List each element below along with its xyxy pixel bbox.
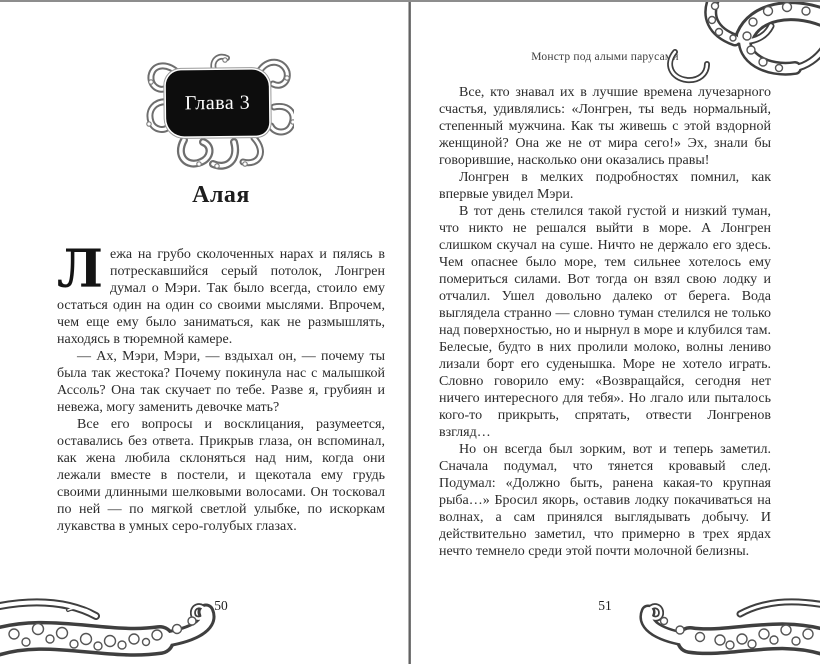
paragraph: Все, кто знавал их в лучшие времена лучезарного счастья, удивлялись: «Лонгрен, ты ведь нормальный, степенный мужчина. Как ты живешь с этой вздорной женщиной? Она же не от мира сего!» Эх, знали бы говорившие, насколько они оказались правы!	[439, 85, 771, 168]
paragraph	[57, 239, 385, 348]
page-gutter	[408, 2, 411, 664]
paragraph: Лонгрен в мелких подробностях помнил, как впервые увидел Мэри.	[439, 170, 771, 202]
paragraph: Но он всегда был зорким, вот и теперь заметил. Сначала подумал, что тянется кровавый след. Подумал: «Должно быть, ранена какая-то крупная рыба…» Бросил якорь, оставив лодку покачиваться на волнах, а сам принялся выглядывать добычу. И действительно заметил, что примерно в трех ярдах нечто темнело среди этой почти молочной белизны.	[439, 442, 771, 559]
chapter-title: Алая	[192, 182, 250, 208]
paragraph: Все его вопросы и восклицания, разумеется, оставались без ответа. Прикрыв глаза, он вспоминал, как жена любила склоняться над ним, когда они лежали вместе в постели, и щекотала ему грудь своими длинными шелковыми волосами. Он тосковал по ней — по мягкой светлой улыбке, по искоркам лукавства в умных серо-голубых глазах.	[57, 417, 385, 534]
dropcap-letter: Л	[57, 239, 103, 300]
paragraph: — Ах, Мэри, Мэри, — вздыхал он, — почему ты была так жестока? Почему покинула нас с малышкой Ассоль? Она так скучает по тебе. Разве я, грубиян и невежа, могу заменить девочке мать?	[57, 349, 385, 415]
chapter-ornament	[139, 52, 294, 170]
octopus-tentacle-top-right-icon	[655, 0, 820, 135]
right-body-text	[439, 84, 771, 560]
page-number-right: 51	[598, 598, 612, 613]
page-number-left: 50	[214, 598, 228, 613]
chapter-label: Глава 3	[184, 91, 251, 114]
left-body-text	[57, 239, 385, 535]
chapter-plaque	[166, 69, 270, 136]
page-right	[411, 2, 820, 664]
paragraph-text: ежа на грубо сколоченных нарах и пялясь в потрескавшийся серый потолок, Лонгрен думал о Мэри. Так было всегда, стоило ему остаться один на один со своими мыслями. Впрочем, чем еще ему было заниматься, как не размышлять, находясь в тюремной камере.	[57, 247, 385, 347]
running-header: Монстр под алыми парусами	[531, 51, 679, 63]
paragraph: В тот день стелился такой густой и низкий туман, что никто не решался выйти в море. А Лонгрен слишком скучал на суше. Ничто не держало его здесь. Чем опаснее было море, тем сильнее хотелось ему помериться силами. Вот тогда он взял свою лодку и отчалил. Ушел довольно далеко от берега. Вода выглядела странно — словно туман стелился не только над поверхностью, но и нырнул в море и клубился там. Белесые, будто в них пролили молоко, волны лениво лизали борт его суденышка. Море не хотело играть. Словно говорило ему: «Возвращайся, сегодня нет ничего интересного для тебя». Но лгало или пыталось кого-то прикрыть, спрятать, отвести Лонгренов взгляд…	[439, 204, 771, 440]
octopus-tentacle-bottom-right-icon	[610, 594, 820, 664]
page-left	[0, 2, 408, 664]
octopus-tentacle-bottom-left-icon	[0, 594, 345, 664]
